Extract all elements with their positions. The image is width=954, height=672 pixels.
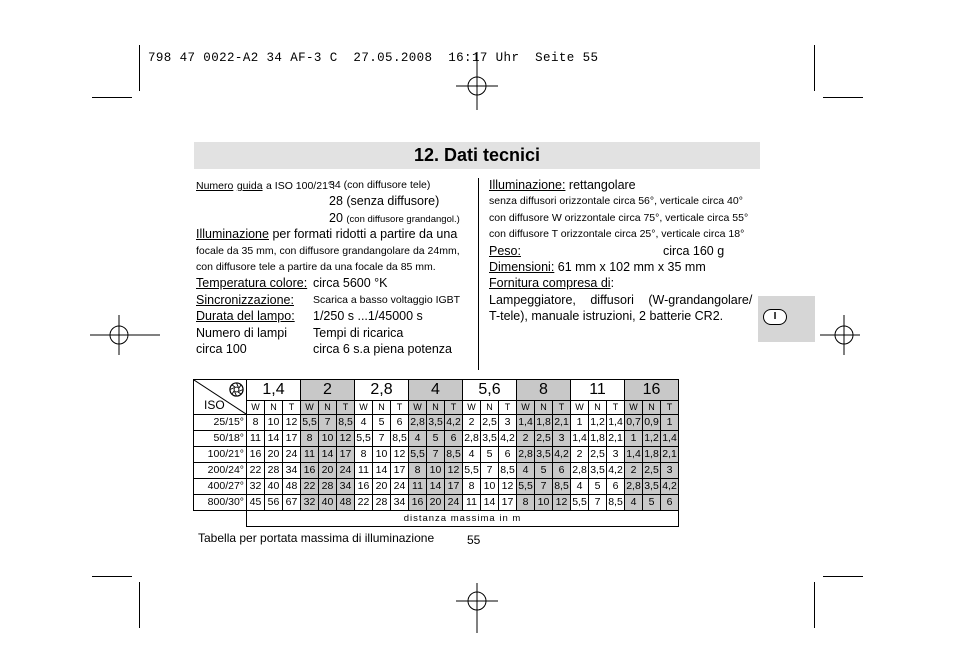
range-cell: 28: [265, 463, 283, 479]
range-cell: 10: [265, 415, 283, 431]
range-cell: 56: [265, 495, 283, 511]
diffuser-header: N: [535, 401, 553, 415]
range-cell: 17: [391, 463, 409, 479]
range-cell: 8,5: [337, 415, 355, 431]
table-row: [194, 447, 679, 463]
range-cell: 8: [463, 479, 481, 495]
range-cell: 16: [409, 495, 427, 511]
diffuser-header: W: [571, 401, 589, 415]
diffuser-header: T: [337, 401, 355, 415]
range-cell: 1,4: [661, 431, 679, 447]
range-cell: 3,5: [643, 479, 661, 495]
range-cell: 1,8: [643, 447, 661, 463]
range-cell: 7: [427, 447, 445, 463]
range-cell: 1: [661, 415, 679, 431]
page-number: 55: [467, 533, 481, 547]
range-cell: 4,2: [445, 415, 463, 431]
range-cell: 48: [337, 495, 355, 511]
range-cell: 1,8: [589, 431, 607, 447]
range-cell: 2,8: [463, 431, 481, 447]
range-cell: 10: [319, 431, 337, 447]
table-row: [194, 463, 679, 479]
range-cell: 17: [445, 479, 463, 495]
range-cell: 1,2: [643, 431, 661, 447]
range-cell: 7: [535, 479, 553, 495]
range-cell: 8,5: [391, 431, 409, 447]
range-cell: 11: [301, 447, 319, 463]
range-cell: 1,4: [517, 415, 535, 431]
range-cell: 2,8: [517, 447, 535, 463]
range-cell: 3,5: [535, 447, 553, 463]
diffuser-header: N: [265, 401, 283, 415]
range-cell: 17: [337, 447, 355, 463]
range-cell: 8: [247, 415, 265, 431]
diffuser-header: N: [427, 401, 445, 415]
range-cell: 20: [427, 495, 445, 511]
range-cell: 34: [283, 463, 301, 479]
range-cell: 1,4: [607, 415, 625, 431]
range-cell: 11: [247, 431, 265, 447]
range-cell: 32: [301, 495, 319, 511]
range-cell: 0,9: [643, 415, 661, 431]
f-stop-header: 4: [409, 380, 463, 401]
range-cell: 24: [283, 447, 301, 463]
diffuser-header: W: [625, 401, 643, 415]
range-cell: 5: [373, 415, 391, 431]
range-cell: 22: [247, 463, 265, 479]
range-cell: 4,2: [607, 463, 625, 479]
range-cell: 22: [355, 495, 373, 511]
illumination-type-row: Illuminazione: rettangolare: [489, 178, 636, 192]
diffuser-header: W: [301, 401, 319, 415]
range-cell: 6: [499, 447, 517, 463]
registration-mark-bottom: [456, 583, 498, 633]
range-cell: 2,8: [625, 479, 643, 495]
range-cell: 1: [625, 431, 643, 447]
range-cell: 4,2: [553, 447, 571, 463]
range-cell: 2,8: [409, 415, 427, 431]
range-cell: 8: [355, 447, 373, 463]
range-cell: 10: [427, 463, 445, 479]
range-cell: 14: [373, 463, 391, 479]
iso-value: 800/30°: [194, 495, 247, 511]
range-cell: 6: [553, 463, 571, 479]
range-cell: 7: [373, 431, 391, 447]
right-column: Illuminazione: rettangolare senza diffusori orizzontale circa 56°, verticale circa 40° con diffusore W orizzontale circa 75°, verticale circa 55° con diffusore T orizzontale circa 25°, verticale circa 18° Peso: circa 160 g Dimensioni: 61 mm x 102 mm x 35 mm Fornitura compresa di: Lampeggiatore, diffusori (W-grandangolare/ T-tele), manuale istruzioni, 2 batterie CR2.: [489, 177, 759, 325]
range-cell: 11: [355, 463, 373, 479]
range-cell: 4,2: [661, 479, 679, 495]
range-cell: 10: [373, 447, 391, 463]
range-cell: 8: [301, 431, 319, 447]
range-cell: 32: [247, 479, 265, 495]
range-cell: 17: [499, 495, 517, 511]
range-cell: 2,5: [589, 447, 607, 463]
range-cell: 34: [391, 495, 409, 511]
registration-mark-left: [90, 315, 160, 355]
range-cell: 24: [445, 495, 463, 511]
range-cell: 5: [589, 479, 607, 495]
table-row: [194, 431, 679, 447]
diffuser-header: T: [553, 401, 571, 415]
range-cell: 20: [319, 463, 337, 479]
range-cell: 8: [517, 495, 535, 511]
diffuser-header: W: [355, 401, 373, 415]
registration-mark-top: [456, 52, 498, 110]
iso-header-cell: ISO: [194, 380, 247, 415]
range-cell: 5: [535, 463, 553, 479]
range-cell: 14: [319, 447, 337, 463]
f-stop-header: 5,6: [463, 380, 517, 401]
range-cell: 12: [337, 431, 355, 447]
range-cell: 12: [391, 447, 409, 463]
range-cell: 8,5: [553, 479, 571, 495]
range-cell: 6: [607, 479, 625, 495]
range-cell: 5,5: [301, 415, 319, 431]
range-cell: 6: [445, 431, 463, 447]
f-stop-header: 2: [301, 380, 355, 401]
range-cell: 4: [517, 463, 535, 479]
range-cell: 2,5: [535, 431, 553, 447]
range-cell: 0,7: [625, 415, 643, 431]
diffuser-header: N: [481, 401, 499, 415]
range-cell: 40: [319, 495, 337, 511]
range-cell: 3,5: [589, 463, 607, 479]
range-cell: 5,5: [571, 495, 589, 511]
section-title: 12. Dati tecnici: [413, 145, 541, 165]
range-cell: 48: [283, 479, 301, 495]
range-cell: 12: [445, 463, 463, 479]
range-cell: 28: [319, 479, 337, 495]
f-stop-header: 8: [517, 380, 571, 401]
range-cell: 2,1: [607, 431, 625, 447]
range-cell: 67: [283, 495, 301, 511]
f-stop-header: 1,4: [247, 380, 301, 401]
range-cell: 28: [373, 495, 391, 511]
range-cell: 3: [661, 463, 679, 479]
table-row: [194, 415, 679, 431]
range-cell: 4,2: [499, 431, 517, 447]
range-cell: 6: [661, 495, 679, 511]
range-cell: 3: [553, 431, 571, 447]
range-cell: 2: [625, 463, 643, 479]
range-cell: 4: [625, 495, 643, 511]
range-cell: 20: [265, 447, 283, 463]
range-cell: 4: [463, 447, 481, 463]
range-cell: 2,5: [481, 415, 499, 431]
diffuser-header: T: [445, 401, 463, 415]
f-stop-header: 11: [571, 380, 625, 401]
diffuser-header: N: [643, 401, 661, 415]
distance-caption: distanza massima in m: [247, 511, 679, 527]
range-cell: 22: [301, 479, 319, 495]
range-cell: 16: [355, 479, 373, 495]
range-cell: 6: [391, 415, 409, 431]
table-caption: Tabella per portata massima di illuminazione: [198, 531, 435, 545]
range-cell: 2: [571, 447, 589, 463]
language-badge: I: [763, 309, 787, 325]
range-cell: 3,5: [481, 431, 499, 447]
range-cell: 10: [481, 479, 499, 495]
flash-count-row: Numero di lampi Tempi di ricarica: [196, 325, 404, 340]
diffuser-header: N: [589, 401, 607, 415]
iso-value: 200/24°: [194, 463, 247, 479]
range-cell: 16: [247, 447, 265, 463]
range-cell: 7: [319, 415, 337, 431]
diffuser-header: W: [247, 401, 265, 415]
range-cell: 12: [283, 415, 301, 431]
range-cell: 14: [481, 495, 499, 511]
range-cell: 11: [409, 479, 427, 495]
range-cell: 40: [265, 479, 283, 495]
range-cell: 4: [409, 431, 427, 447]
range-cell: 24: [391, 479, 409, 495]
range-cell: 3: [499, 415, 517, 431]
iso-value: 25/15°: [194, 415, 247, 431]
range-cell: 7: [481, 463, 499, 479]
range-cell: 2,5: [643, 463, 661, 479]
range-cell: 14: [265, 431, 283, 447]
dimensions-row: Dimensioni: 61 mm x 102 mm x 35 mm: [489, 259, 706, 274]
range-table: [193, 379, 679, 527]
table-row: [194, 479, 679, 495]
range-cell: 4: [355, 415, 373, 431]
range-cell: 2: [517, 431, 535, 447]
f-stop-header: 2,8: [355, 380, 409, 401]
language-tab: [758, 296, 815, 342]
range-cell: 5: [481, 447, 499, 463]
range-cell: 1: [571, 415, 589, 431]
iso-value: 400/27°: [194, 479, 247, 495]
color-temp-row: Temperatura colore: circa 5600 °K: [196, 276, 388, 291]
diffuser-header: W: [409, 401, 427, 415]
diffuser-header: T: [391, 401, 409, 415]
diffuser-header: W: [517, 401, 535, 415]
range-cell: 1,4: [625, 447, 643, 463]
range-cell: 16: [301, 463, 319, 479]
range-cell: 2,1: [553, 415, 571, 431]
range-cell: 2,1: [661, 447, 679, 463]
range-cell: 3,5: [427, 415, 445, 431]
range-cell: 34: [337, 479, 355, 495]
range-cell: 12: [553, 495, 571, 511]
range-cell: 1,2: [589, 415, 607, 431]
table-row: [194, 495, 679, 511]
range-cell: 5: [427, 431, 445, 447]
iso-value: 100/21°: [194, 447, 247, 463]
range-cell: 5: [643, 495, 661, 511]
range-cell: 8,5: [607, 495, 625, 511]
iso-value: 50/18°: [194, 431, 247, 447]
registration-mark-right: [820, 315, 860, 355]
range-cell: 24: [337, 463, 355, 479]
diffuser-header: N: [319, 401, 337, 415]
range-cell: 5,5: [409, 447, 427, 463]
range-cell: 5,5: [517, 479, 535, 495]
diffuser-header: W: [463, 401, 481, 415]
supply-row: Fornitura compresa di:: [489, 276, 615, 291]
range-cell: 3: [607, 447, 625, 463]
diffuser-header: T: [607, 401, 625, 415]
range-cell: 17: [283, 431, 301, 447]
range-cell: 10: [535, 495, 553, 511]
range-cell: 1,8: [535, 415, 553, 431]
diffuser-header: T: [499, 401, 517, 415]
range-cell: 45: [247, 495, 265, 511]
sync-row: Sincronizzazione: Scarica a basso voltaggio IGBT: [196, 292, 461, 307]
diffuser-header: T: [283, 401, 301, 415]
weight-row: Peso: circa 160 g: [489, 243, 725, 258]
range-cell: 5,5: [355, 431, 373, 447]
guide-number-row: Numero guida a ISO 100/21°: 34 (con diffusore tele): [196, 179, 431, 192]
range-cell: 1,4: [571, 431, 589, 447]
flash-duration-row: Durata del lampo: 1/250 s ...1/45000 s: [196, 309, 423, 324]
diffuser-header: T: [661, 401, 679, 415]
range-cell: 14: [427, 479, 445, 495]
range-cell: 2: [463, 415, 481, 431]
print-header: 798 47 0022-A2 34 AF-3 C 27.05.2008 16:17 Uhr Seite 55: [148, 51, 599, 65]
range-cell: 4: [571, 479, 589, 495]
range-cell: 8,5: [445, 447, 463, 463]
range-cell: 8,5: [499, 463, 517, 479]
f-stop-header: 16: [625, 380, 679, 401]
illumination-row: Illuminazione per formati ridotti a partire da una: [196, 227, 458, 242]
range-cell: 2,8: [571, 463, 589, 479]
range-cell: 20: [373, 479, 391, 495]
section-title-bar: [194, 142, 760, 169]
range-cell: 7: [589, 495, 607, 511]
aperture-icon: [229, 382, 244, 397]
range-cell: 12: [499, 479, 517, 495]
diffuser-header: N: [373, 401, 391, 415]
range-cell: 8: [409, 463, 427, 479]
column-divider: [478, 178, 479, 370]
range-cell: 5,5: [463, 463, 481, 479]
range-cell: 11: [463, 495, 481, 511]
left-column: Numero guida a ISO 100/21°: 34 (con diffusore tele) 28 (senza diffusore) 20 (con diffusore grandangol.) Illuminazione per formati ridotti a partire da una focale da 35 mm, con diffusore grandangolare da 24mm, con diffusore tele a partire da una focale da 85 mm. Temperatura colore: circa 5600 °K Sincronizzazione: Scarica a basso voltaggio IGBT Durata del lampo: 1/250 s ...1/45000 s Numero di lampi Tempi di ricarica circa 100 circa 6 s.a piena potenza: [196, 177, 472, 357]
